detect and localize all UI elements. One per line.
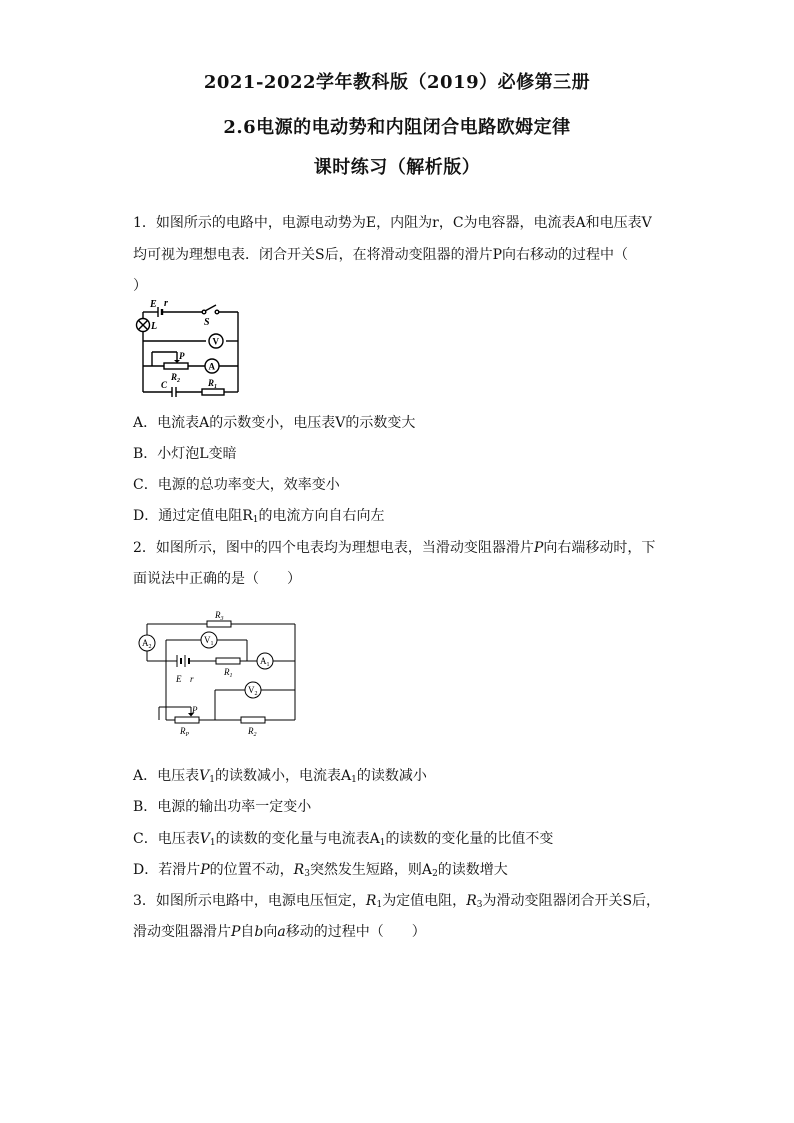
q2-fig-label-v1: $V_1$ [204, 635, 214, 647]
q2-fig-label-r: r [190, 674, 194, 684]
q1-stem-line3: ） [133, 278, 147, 294]
q2-fig-label-v2: $V_2$ [248, 685, 258, 697]
q1-fig-label-l: L [151, 321, 158, 332]
q1-option-b: B．小灯泡L变暗 [133, 446, 237, 462]
q1-option-a: A．电流表A的示数变小，电压表V的示数变大 [133, 415, 416, 431]
q1-fig-label-c: C [161, 380, 168, 390]
q2-fig-label-r2: $R_2$ [248, 726, 257, 738]
q1-circuit-figure [128, 296, 248, 402]
q2-option-c: C．电压表$V_1$的读数的变化量与电流表$A_1$的读数的变化量的比值不变 [133, 831, 554, 848]
doc-title-line2: 2.6电源的电动势和内阻闭合电路欧姆定律 [223, 117, 571, 138]
q2-circuit-figure [135, 603, 301, 740]
q1-fig-label-a: A [208, 361, 215, 372]
q2-fig-label-p: P [192, 705, 198, 715]
q2-fig-label-e: E [176, 674, 182, 684]
q1-option-c: C．电源的总功率变大，效率变小 [133, 477, 340, 493]
q1-fig-label-e: E [150, 299, 157, 310]
q2-fig-label-a1: $A_1$ [260, 656, 270, 668]
q1-fig-label-r2: $R_2$ [171, 372, 181, 384]
q2-stem-line1: 2．如图所示，图中的四个电表均为理想电表，当滑动变阻器滑片P向右端移动时，下 [133, 540, 656, 556]
q3-stem-line2: 滑动变阻器滑片P自b向a移动的过程中（ ） [133, 924, 426, 940]
q1-fig-label-v: V [212, 336, 219, 347]
q2-fig-label-rp: $R_P$ [180, 726, 190, 738]
q2-option-b: B．电源的输出功率一定变小 [133, 799, 312, 815]
q1-stem-line1: 1．如图所示的电路中，电源电动势为E，内阻为r，C为电容器，电流表A和电压表V [133, 215, 652, 231]
q1-fig-label-p: P [179, 351, 185, 361]
q1-fig-label-r: r [164, 298, 168, 309]
doc-title-line3: 课时练习（解析版） [313, 157, 481, 178]
q3-stem-line1: 3．如图所示电路中，电源电压恒定，$R_1$为定值电阻，$R_3$为滑动变阻器闭合开关S后， [133, 893, 661, 910]
q1-option-d: D．通过定值电阻$R_1$的电流方向自右向左 [133, 508, 385, 525]
q1-fig-label-r1: $R_1$ [208, 378, 218, 390]
q1-stem-line2: 均可视为理想电表．闭合开关S后，在将滑动变阻器的滑片P向右移动的过程中（ [133, 247, 629, 263]
doc-title-line1: 2021-2022学年教科版（2019）必修第三册 [203, 72, 591, 93]
q2-option-d: D．若滑片P的位置不动，$R_3$突然发生短路，则$A_2$的读数增大 [133, 862, 508, 879]
q2-stem-line2: 面说法中正确的是（ ） [133, 571, 301, 587]
q2-option-a: A．电压表$V_1$的读数减小，电流表$A_1$的读数减小 [133, 768, 427, 785]
q1-fig-label-s: S [204, 317, 210, 328]
q2-fig-label-a2: $A_2$ [142, 638, 152, 650]
q2-fig-label-r3: $R_3$ [215, 610, 224, 622]
q2-fig-label-r1: $R_1$ [224, 667, 233, 679]
